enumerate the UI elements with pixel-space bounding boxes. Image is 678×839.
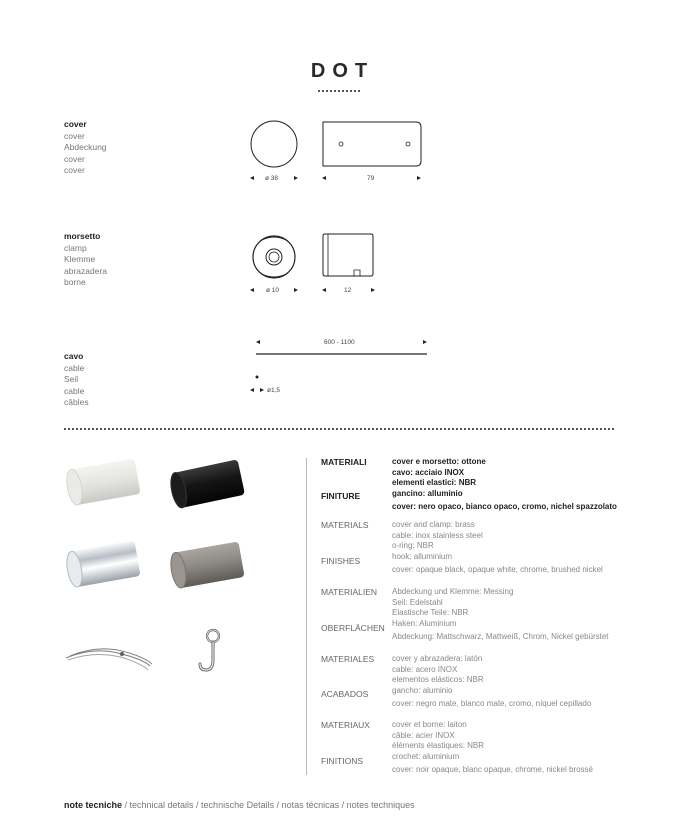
materials-de-line: Elastische Teile: NBR <box>392 608 469 618</box>
cover-length-value: 79 <box>367 175 375 182</box>
part-cable-title: cavo <box>64 351 84 361</box>
clamp-diameter-value: ø 10 <box>266 287 280 294</box>
part-cover-fr: cover <box>64 165 85 175</box>
part-cover-title: cover <box>64 119 87 129</box>
cylinder-black-icon <box>168 456 248 512</box>
cover-front-drawing <box>250 119 300 169</box>
clamp-side-drawing <box>322 233 374 279</box>
materials-es-label: MATERIALES <box>321 654 375 664</box>
cable-diameter-value: ø1,5 <box>267 387 281 394</box>
materials-fr-lines <box>392 720 593 776</box>
materials-en-line: cover and clamp: brass <box>392 520 475 529</box>
part-cable-de: Seil <box>64 374 79 384</box>
materials-it-line: elementi elastici: NBR <box>392 478 477 488</box>
materials-it-line: cavo: acciaio INOX <box>392 467 465 477</box>
materials-es-line: gancho: aluminio <box>392 686 453 696</box>
cable-length-value: 600 - 1100 <box>324 339 355 346</box>
cylinder-chrome-icon <box>64 537 144 591</box>
part-cable-en: cable <box>64 362 85 373</box>
materials-de-label: MATERIALIEN <box>321 587 378 597</box>
materials-divider <box>306 458 307 775</box>
part-cover-labels <box>64 119 107 177</box>
part-clamp-de: Klemme <box>64 254 96 264</box>
finishes-it-label: FINITURE <box>321 491 361 501</box>
materials-it-line: gancino: alluminio <box>392 489 463 499</box>
materials-de-line: Haken: Aluminium <box>392 619 457 629</box>
page-title: DOT <box>310 60 375 82</box>
materials-es-line: cover y abrazadera: latón <box>392 654 483 663</box>
materials-fr-line: câble: acier INOX <box>392 730 455 740</box>
materials-en-label: MATERIALS <box>321 520 369 530</box>
part-clamp-es: abrazadera <box>64 265 108 276</box>
footer-main: note tecniche <box>64 800 123 810</box>
part-cable-fr: câbles <box>64 397 89 407</box>
cover-side-drawing <box>322 121 422 169</box>
materials-it-label: MATERIALI <box>321 457 367 467</box>
finishes-de-line: Abdeckung: Mattschwarz, Mattweiß, Chrom, Nickel gebürstet <box>392 631 609 641</box>
materials-fr-line: cover et borne: laiton <box>392 720 467 729</box>
materials-de-line: Seil: Edelstahl <box>392 597 443 607</box>
materials-de-lines <box>392 587 609 643</box>
materials-en-lines <box>392 520 603 576</box>
part-clamp-fr: borne <box>64 277 86 287</box>
finishes-es-label: ACABADOS <box>321 689 369 699</box>
part-cable-labels <box>64 351 89 409</box>
finishes-en-line: cover: opaque black, opaque white, chrome, brushed nickel <box>392 564 603 574</box>
materials-es-lines <box>392 654 591 710</box>
finishes-fr-line: cover: noir opaque, blanc opaque, chrome, nickel brossé <box>392 764 594 774</box>
clamp-length-value: 12 <box>344 287 352 294</box>
part-cover-de: Abdeckung <box>64 142 107 152</box>
materials-it-lines <box>392 457 617 513</box>
materials-es-line: cable: acero INOX <box>392 664 458 674</box>
part-cover-es: cover <box>64 153 85 164</box>
finishes-en-label: FINISHES <box>321 556 361 566</box>
materials-fr-line: crochet: aluminium <box>392 752 460 762</box>
materials-de-line: Abdeckung und Klemme: Messing <box>392 587 514 596</box>
footer-notes <box>64 800 415 810</box>
cover-diameter-value: ø 38 <box>265 175 279 182</box>
materials-en-line: hook: alluminium <box>392 552 453 562</box>
materials-en-line: o-ring: NBR <box>392 541 434 551</box>
finishes-de-label: OBERFLÄCHEN <box>321 623 385 633</box>
part-clamp-labels <box>64 231 107 289</box>
title-underline <box>318 90 360 92</box>
clamp-front-drawing <box>250 231 300 283</box>
materials-it-line: cover e morsetto: ottone <box>392 457 486 466</box>
part-clamp-title: morsetto <box>64 231 101 241</box>
part-cable-es: cable <box>64 385 85 396</box>
materials-fr-label: MATERIAUX <box>321 720 370 730</box>
part-cover-en: cover <box>64 130 85 141</box>
finishes-fr-label: FINITIONS <box>321 756 364 766</box>
cylinder-white-icon <box>64 456 144 508</box>
cylinder-nickel-icon <box>168 538 248 592</box>
cable-coil-icon <box>64 636 154 676</box>
section-separator <box>64 428 614 430</box>
finishes-it-line: cover: nero opaco, bianco opaco, cromo, nichel spazzolato <box>392 501 617 511</box>
finishes-es-line: cover: negro mate, blanco mate, cromo, níquel cepillado <box>392 698 592 708</box>
materials-fr-line: éléments élastiques: NBR <box>392 741 485 751</box>
materials-es-line: elementos elásticos: NBR <box>392 675 484 685</box>
hook-icon <box>196 628 226 678</box>
part-clamp-en: clamp <box>64 242 87 253</box>
materials-en-line: cable: inox stainless steel <box>392 530 483 540</box>
footer-rest: / technical details / technische Details / notas técnicas / notes techniques <box>122 800 415 810</box>
